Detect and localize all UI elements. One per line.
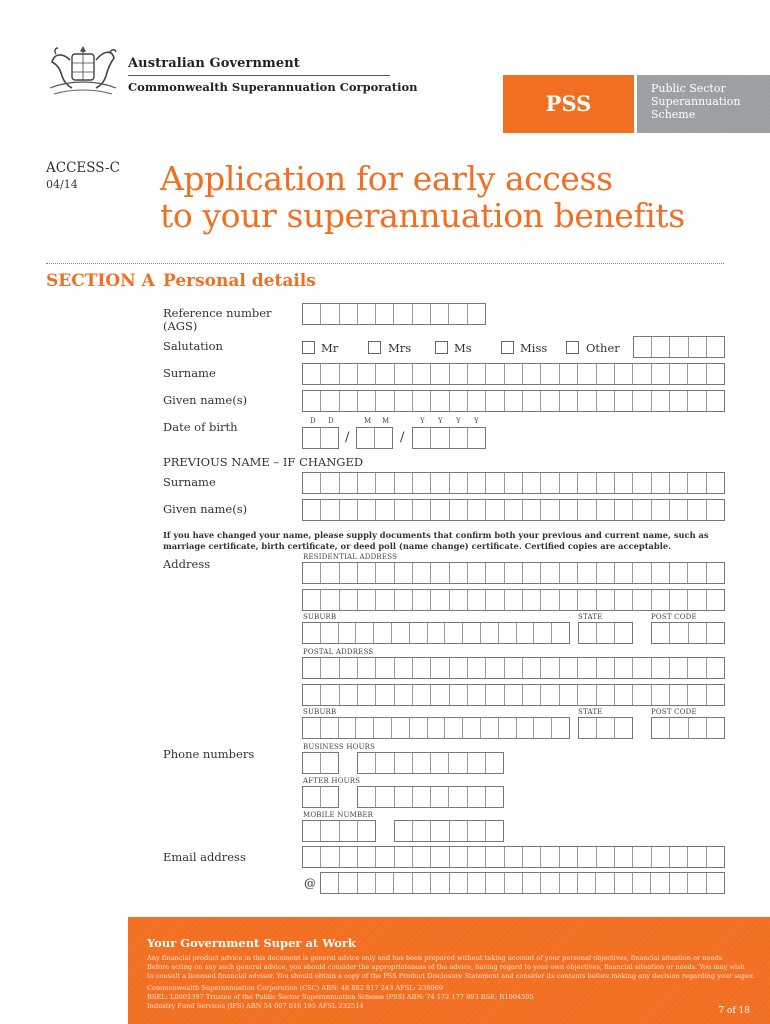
mrs-checkbox[interactable]	[368, 341, 381, 354]
rse-line: RSEL: L0001397 Trustee of the Public Sector Superannuation Scheme (PSS) ABN: 74 172 177 893 RSE: R1004595	[147, 992, 534, 1001]
ifs-line: Industry Fund Services (IFS) ABN 54 007 016 195 AFSL 232514	[147, 1001, 364, 1010]
footer-legal	[147, 984, 762, 1010]
residential-state-input[interactable]	[578, 622, 633, 644]
residential-suburb-input[interactable]	[302, 622, 570, 644]
residential-post-code-input[interactable]	[651, 622, 725, 644]
postal-address-line-2[interactable]	[302, 684, 725, 706]
dob-day-input[interactable]	[302, 427, 339, 449]
mr-label: Mr	[321, 341, 339, 355]
form-date: 04/14	[46, 178, 78, 191]
phone-numbers-label: Phone numbers	[163, 747, 255, 761]
pss-brand: PSS	[503, 75, 634, 133]
dob-hint: Y	[438, 417, 443, 425]
coat-of-arms-logo	[44, 42, 122, 100]
reference-number-input[interactable]	[302, 303, 486, 325]
surname-input[interactable]	[302, 363, 725, 385]
reference-label: Reference number	[163, 306, 272, 320]
miss-label: Miss	[520, 341, 548, 355]
page-title-line-1: Application for early access	[160, 159, 613, 198]
mr-checkbox[interactable]	[302, 341, 315, 354]
after-hours-label: AFTER HOURS	[303, 777, 361, 785]
given-names-label: Given name(s)	[163, 393, 248, 407]
prev-given-label: Given name(s)	[163, 502, 248, 516]
name-change-note: marriage certificate, birth certificate, or deed poll (name change) certificate. Certified copies are acceptable.	[163, 541, 672, 551]
section-letter: SECTION A	[46, 271, 155, 291]
prev-surname-label: Surname	[163, 475, 216, 489]
footer-title: Your Government Super at Work	[147, 936, 356, 950]
mobile-number-label: MOBILE NUMBER	[303, 811, 374, 819]
prev-given-input[interactable]	[302, 499, 725, 521]
postal-address-line-1[interactable]	[302, 657, 725, 679]
dob-hint: M	[364, 417, 372, 425]
mobile-number-input[interactable]	[394, 820, 504, 842]
page-title-line-2: to your superannuation benefits	[160, 196, 685, 235]
ms-checkbox[interactable]	[435, 341, 448, 354]
post-code-label: POST CODE	[651, 708, 697, 716]
business-hours-label: BUSINESS HOURS	[303, 743, 376, 751]
salutation-label: Salutation	[163, 339, 223, 353]
name-change-note: If you have changed your name, please supply documents that confirm both your previous and current name, such as	[163, 530, 709, 540]
brand-desc-line: Public Sector	[651, 82, 726, 95]
dob-hint: M	[382, 417, 390, 425]
suburb-label: SUBURB	[303, 613, 337, 621]
postal-post-code-input[interactable]	[651, 717, 725, 739]
dob-year-input[interactable]	[412, 427, 486, 449]
dob-hint: Y	[474, 417, 479, 425]
state-label: STATE	[578, 708, 603, 716]
page-number: 7 of 18	[718, 1006, 750, 1016]
disclaimer-line: Any financial product advice in this document is general advice only and has been prepared without taking account of your personal objectives, financial situation or needs.	[147, 954, 725, 962]
previous-name-heading: PREVIOUS NAME – IF CHANGED	[163, 455, 364, 469]
business-area-code-input[interactable]	[302, 752, 339, 774]
address-label: Address	[163, 557, 211, 571]
other-checkbox[interactable]	[566, 341, 579, 354]
miss-checkbox[interactable]	[501, 341, 514, 354]
given-names-input[interactable]	[302, 390, 725, 412]
mobile-prefix-input[interactable]	[302, 820, 376, 842]
footer-panel	[128, 917, 770, 1024]
disclaimer-line: Before acting on any such general advice, you should consider the appropriateness of the advice, having regard to your own objectives, financial situation or needs. You may wish	[147, 962, 745, 971]
csc-line: Commonwealth Superannuation Corporation (CSC) ABN: 48 882 817 243 AFSL: 238069	[147, 984, 444, 992]
post-code-label: POST CODE	[651, 613, 697, 621]
form-code: ACCESS-C	[46, 160, 120, 176]
disclaimer-line: to consult a licensed financial advisor. You should obtain a copy of the PSS Product Disclosure Statement and consider its contents before making any decision regarding your super.	[147, 971, 755, 980]
postal-suburb-input[interactable]	[302, 717, 570, 739]
dob-hint: Y	[420, 417, 425, 425]
email-input-line-1[interactable]	[302, 846, 725, 868]
dob-label: Date of birth	[163, 420, 238, 434]
agency-name: Commonwealth Superannuation Corporation	[128, 80, 418, 94]
email-label: Email address	[163, 850, 246, 864]
dob-month-input[interactable]	[356, 427, 393, 449]
footer-disclaimer	[147, 954, 762, 980]
postal-address-label: POSTAL ADDRESS	[303, 648, 374, 656]
email-domain-input[interactable]	[320, 872, 725, 894]
dob-hint: D	[310, 417, 316, 425]
pss-brand-description	[637, 75, 770, 133]
header-divider	[128, 75, 390, 76]
state-label: STATE	[578, 613, 603, 621]
other-label: Other	[586, 341, 620, 355]
after-hours-phone-input[interactable]	[357, 786, 504, 808]
surname-label: Surname	[163, 366, 216, 380]
residential-address-label: RESIDENTIAL ADDRESS	[303, 553, 398, 561]
ms-label: Ms	[454, 341, 472, 355]
government-name: Australian Government	[128, 56, 300, 71]
postal-state-input[interactable]	[578, 717, 633, 739]
section-title: Personal details	[163, 271, 316, 291]
prev-surname-input[interactable]	[302, 472, 725, 494]
at-sign: @	[304, 876, 316, 890]
dob-separator: /	[400, 430, 405, 445]
brand-desc-line: Superannuation	[651, 95, 741, 108]
business-phone-input[interactable]	[357, 752, 504, 774]
dob-hint: Y	[456, 417, 461, 425]
suburb-label: SUBURB	[303, 708, 337, 716]
mrs-label: Mrs	[388, 341, 412, 355]
other-salutation-input[interactable]	[633, 336, 725, 358]
after-hours-area-code-input[interactable]	[302, 786, 339, 808]
reference-label-sub: (AGS)	[163, 319, 198, 333]
residential-address-line-1[interactable]	[302, 562, 725, 584]
dob-hint: D	[328, 417, 334, 425]
brand-desc-line: Scheme	[651, 108, 696, 121]
title-divider	[46, 263, 724, 264]
dob-separator: /	[345, 430, 350, 445]
residential-address-line-2[interactable]	[302, 589, 725, 611]
